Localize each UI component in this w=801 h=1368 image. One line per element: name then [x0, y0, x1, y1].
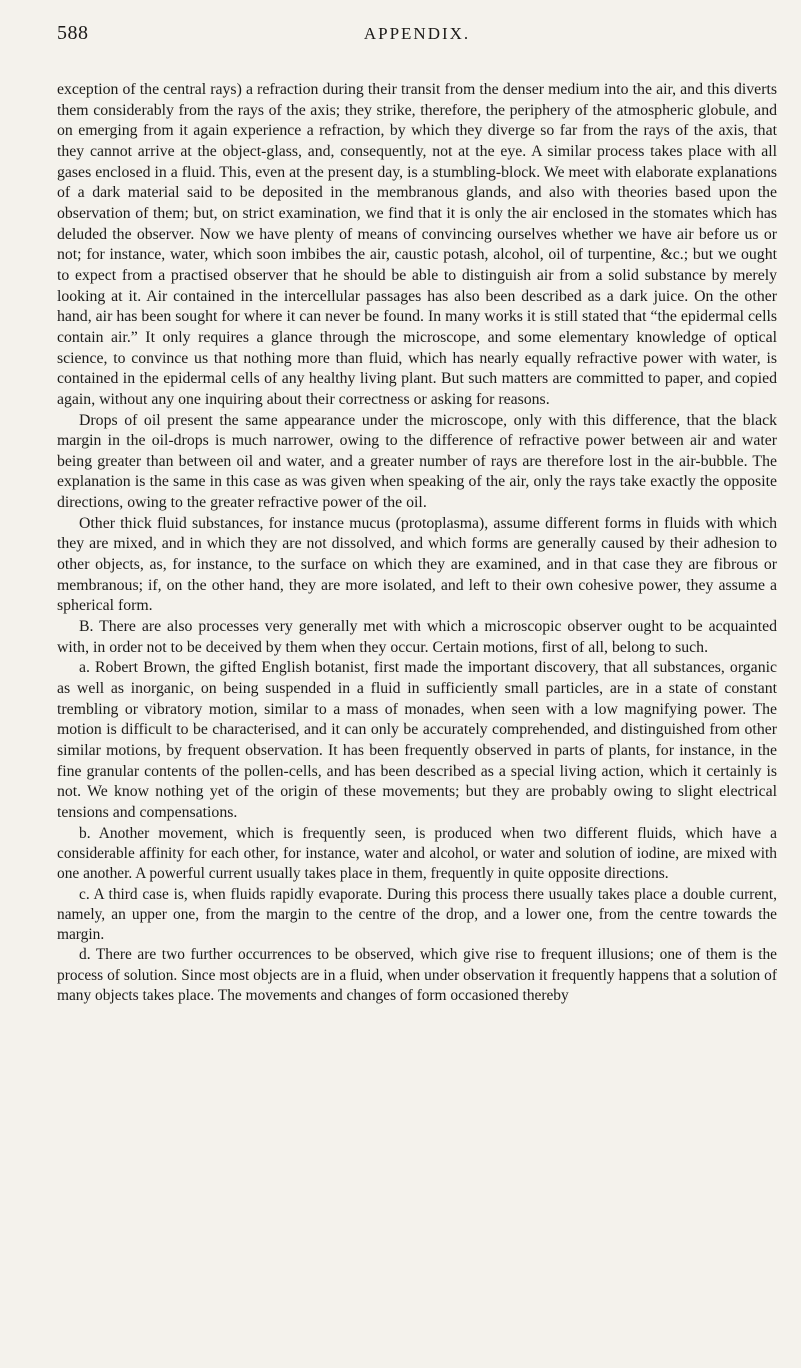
paragraph-continued: exception of the central rays) a refraction during their transit from the denser medium into the air, and this diverts them considerably from the rays of the axis; they strike, therefore, the periphery of the atmospheric globule, and on emerging from it again experience a refraction, by which they diverge so far from the rays of the axis, that they cannot arrive at the object-glass, and, consequently, not at the eye. A similar process takes place with all gases enclosed in a fluid. This, even at the present day, is a stumbling-block. We meet with elaborate explanations of a dark material said to be deposited in the membranous glands, and also with theories based upon the observation of them; but, on strict examination, we find that it is only the air enclosed in the stomates which has deluded the observer. Now we have plenty of means of convincing ourselves whether we have air before us or not; for instance, water, which soon imbibes the air, caustic potash, alcohol, oil of turpentine, &c.; but we ought to expect from a practised observer that he should be able to distinguish air from a solid substance by merely looking at it. Air contained in the intercellular passages has also been described as a dark juice. On the other hand, air has been sought for where it can never be found. In many works it is still stated that “the epidermal cells contain air.” It only requires a glance through the microscope, and some elementary knowledge of optical science, to convince us that nothing more than fluid, which has nearly equally refractive power with water, is contained in the epidermal cells of any healthy living plant. But such matters are committed to paper, and copied again, without any one inquiring about their correctness or asking for reasons. — [57, 81, 777, 408]
running-head: APPENDIX. — [363, 24, 471, 43]
page-header — [57, 22, 777, 62]
paragraph-currents: b. Another movement, which is frequently seen, is produced when two different fluids, which have a considerable affinity for each other, for instance, water and alcohol, or water and solution of iodine, are mixed with one another. A powerful current usually takes place in them, frequently in quite opposite directions. — [57, 824, 777, 883]
paragraph-section-b: B. There are also processes very generally met with which a microscopic observer ought to be acquainted with, in order not to be deceived by them when they occur. Certain motions, first of all, belong to such. — [57, 618, 777, 656]
paragraph-oil-drops: Drops of oil present the same appearance under the microscope, only with this difference, that the black margin in the oil-drops is much narrower, owing to the difference of refractive power between air and water being greater than between oil and water, and a greater number of rays are therefore lost in the air-bubble. The explanation is the same in this case as was given when speaking of the air, only the rays take exactly the opposite directions, owing to the greater refractive power of the oil. — [57, 411, 777, 512]
paragraph-thick-fluids: Other thick fluid substances, for instance mucus (protoplasma), assume different forms in fluids with which they are mixed, and in which they are not dissolved, and which forms are generally caused by their adhesion to other objects, as, for instance, to the surface on which they are examined, and in that case they are fibrous or membranous; if, on the other hand, they are more isolated, and left to their own cohesive power, they assume a spherical form. — [57, 514, 777, 615]
paragraph-solution: d. There are two further occurrences to be observed, which give rise to frequent illusions; one of them is the process of solution. Since most objects are in a fluid, when under observation it frequently happens that a solution of many objects takes place. The movements and changes of form occasioned thereby — [57, 946, 777, 1004]
page-number: 588 — [57, 22, 89, 44]
paragraph-brownian-motion: a. Robert Brown, the gifted English botanist, first made the important discovery, that all substances, organic as well as inorganic, on being suspended in a fluid in sufficiently small particles, are in a state of constant trembling or vibratory motion, similar to a mass of monades, when seen with a low magnifying power. The motion is difficult to be characterised, and it can only be accurately comprehended, and distinguished from other similar motions, by frequent observation. It has been frequently observed in parts of plants, for instance, in the fine granular contents of the pollen-cells, and has been described as a special living action, which it certainly is not. We know nothing yet of the origin of these movements; but they are probably owing to slight electrical tensions and compensations. — [57, 659, 777, 821]
body-text — [57, 80, 777, 1006]
paragraph-evaporation: c. A third case is, when fluids rapidly evaporate. During this process there usually takes place a double current, namely, an upper one, from the margin to the centre of the drop, and a lower one, from the centre towards the margin. — [57, 885, 777, 944]
